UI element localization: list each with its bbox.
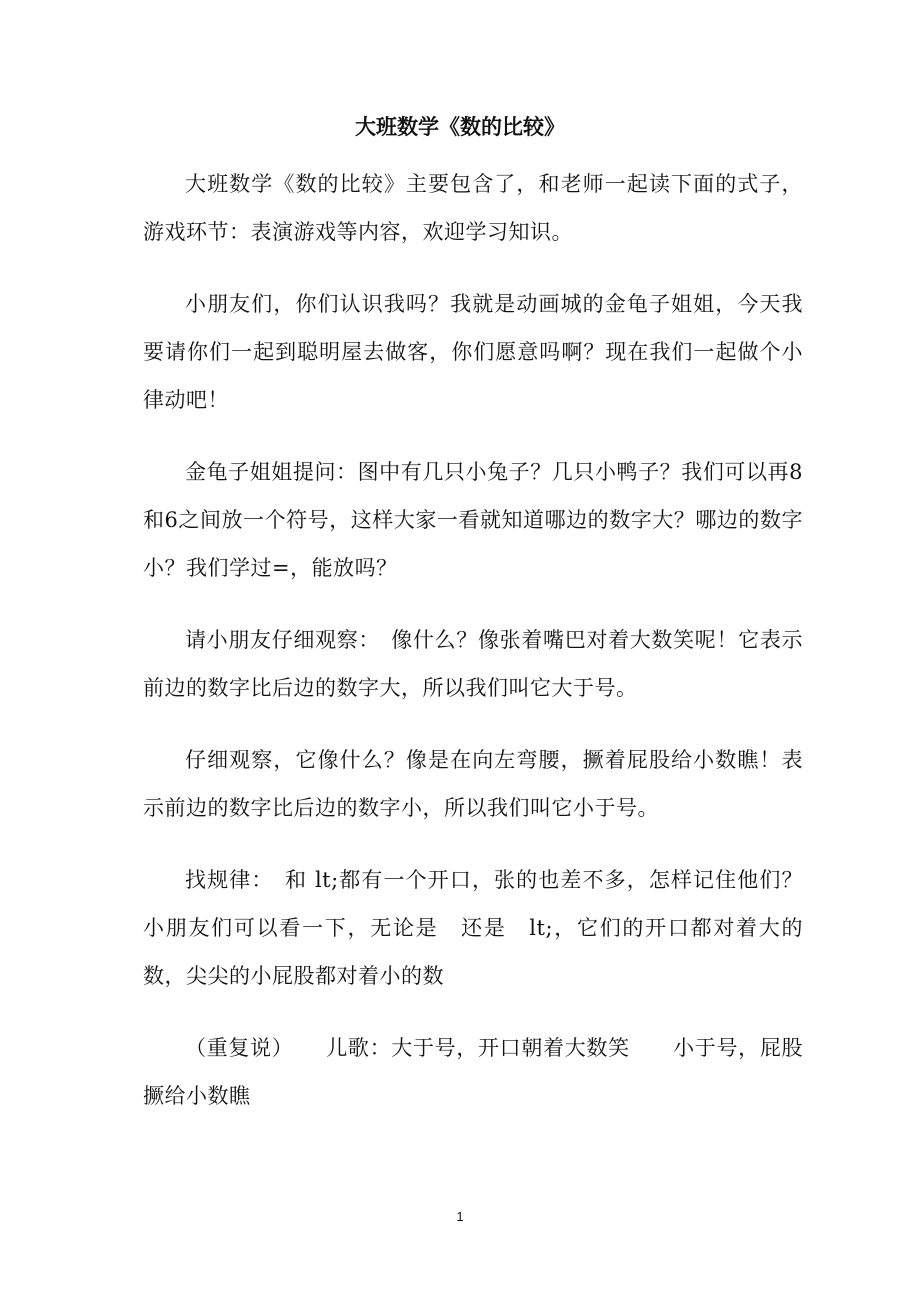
page-number: 1	[456, 1209, 464, 1224]
paragraph-intro: 大班数学《数的比较》主要包含了，和老师一起读下面的式子，游戏环节：表演游戏等内容，欢迎学习知识。	[143, 172, 803, 244]
paragraph-greater-than: 请小朋友仔细观察： 像什么？像张着嘴巴对着大数笑呢！它表示前边的数字比后边的数字大，所以我们叫它大于号。	[143, 628, 803, 700]
paragraph-pattern: 找规律： 和 lt;都有一个开口，张的也差不多，怎样记住他们？小朋友们可以看一下，无论是 还是 lt;，它们的开口都对着大的数，尖尖的小屁股都对着小的数	[143, 868, 803, 988]
document-title: 大班数学《数的比较》	[355, 115, 565, 139]
paragraph-greeting: 小朋友们，你们认识我吗？我就是动画城的金龟子姐姐，今天我要请你们一起到聪明屋去做客，你们愿意吗啊？现在我们一起做个小律动吧！	[143, 292, 803, 412]
paragraph-question: 金龟子姐姐提问：图中有几只小兔子？几只小鸭子？我们可以再8和6之间放一个符号，这样大家一看就知道哪边的数字大？哪边的数字小？我们学过=，能放吗？	[143, 460, 803, 580]
document-body	[143, 160, 803, 1144]
paragraph-rhyme: （重复说） 儿歌：大于号，开口朝着大数笑 小于号，屁股撅给小数瞧	[143, 1036, 803, 1108]
paragraph-less-than: 仔细观察，它像什么？像是在向左弯腰，撅着屁股给小数瞧！表示前边的数字比后边的数字小，所以我们叫它小于号。	[143, 748, 803, 820]
